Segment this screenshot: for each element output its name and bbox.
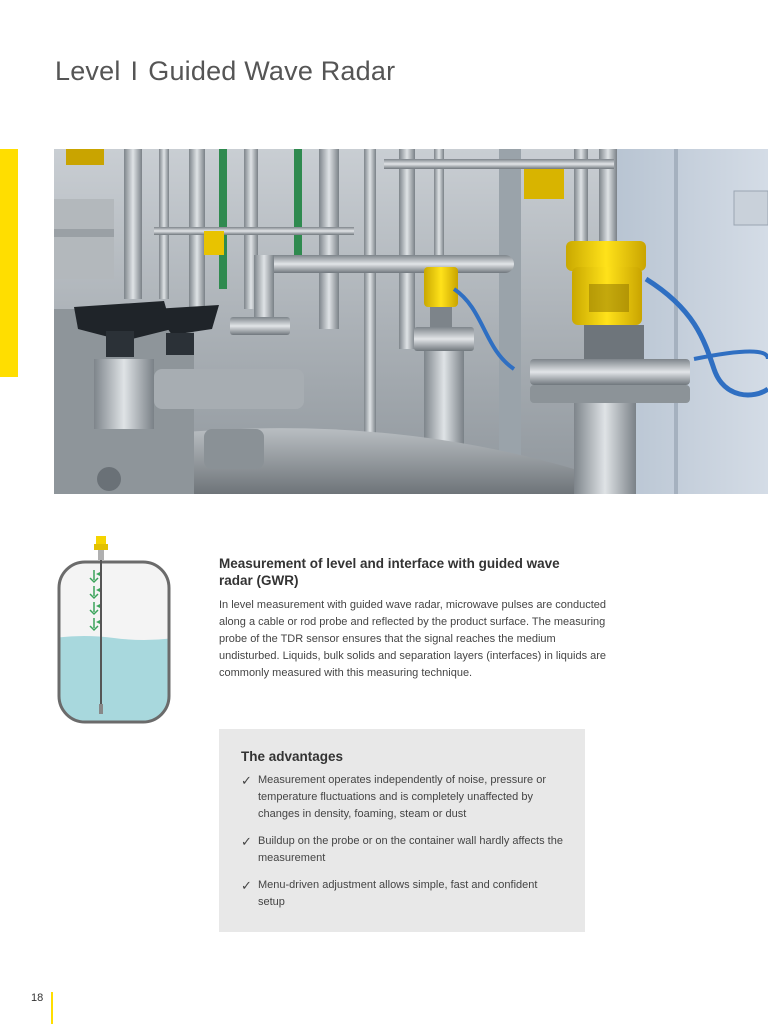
page-title-right: Guided Wave Radar <box>148 56 396 86</box>
advantage-text: Measurement operates independently of noise, pressure or temperature fluctuations and is completely unaffected by changes in density, foaming, steam or dust <box>258 774 547 820</box>
checkmark-icon: ✓ <box>241 878 252 893</box>
advantage-item <box>241 877 563 911</box>
hero-photo-industrial-plant <box>54 149 768 494</box>
section-body: In level measurement with guided wave radar, microwave pulses are conducted along a cable or rod probe and reflected by the product surface. The measuring probe of the TDR sensor ensures that the signal reaches the medium undisturbed. Liquids, bulk solids and separation layers (interfaces) in liquids are commonly measured with this measuring technique. <box>219 599 607 679</box>
advantages-title: The advantages <box>241 749 344 764</box>
advantages-box <box>219 729 585 932</box>
section-heading: Measurement of level and interface with guided wave radar (GWR) <box>219 556 560 588</box>
page-number-rule <box>51 992 53 1024</box>
advantage-item <box>241 833 563 867</box>
advantage-text: Menu-driven adjustment allows simple, fast and confident setup <box>258 879 538 908</box>
gwr-tank-diagram <box>54 534 174 728</box>
title-separator: I <box>130 56 139 86</box>
accent-bar <box>0 149 18 377</box>
page-title-left: Level <box>55 56 121 86</box>
page-number: 18 <box>31 992 44 1004</box>
advantage-text: Buildup on the probe or on the container wall hardly affects the measurement <box>258 835 563 864</box>
page-title <box>55 56 395 87</box>
checkmark-icon: ✓ <box>241 773 252 788</box>
checkmark-icon: ✓ <box>241 834 252 849</box>
advantage-item <box>241 772 563 823</box>
